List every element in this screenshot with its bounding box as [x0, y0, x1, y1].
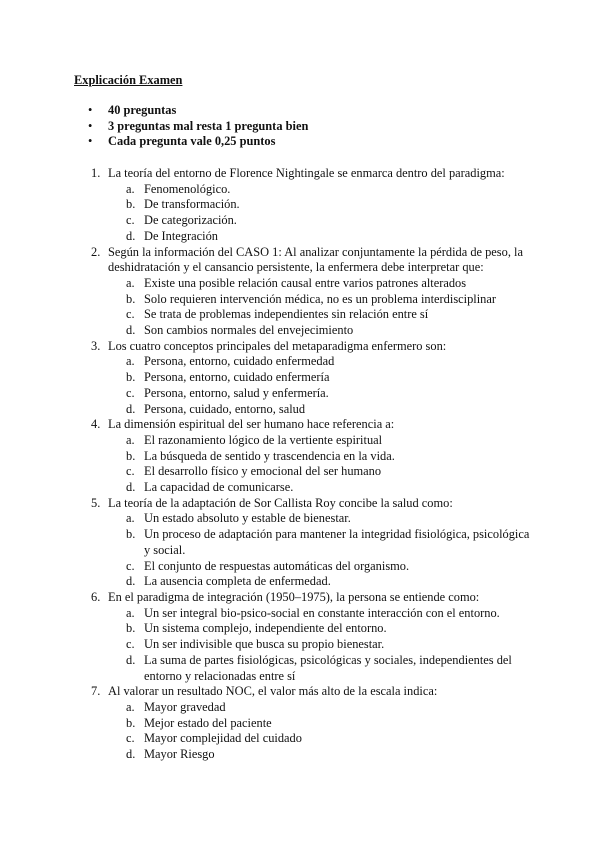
- question-text: En el paradigma de integración (1950–1975), la persona se entiende como:: [108, 589, 480, 604]
- option-list: [74, 182, 534, 245]
- option-letter: a.: [126, 432, 135, 447]
- rule-item: [74, 134, 534, 150]
- option-text: La suma de partes fisiológicas, psicológicas y sociales, independientes del entorno y relacionadas entre sí: [144, 652, 512, 683]
- option-letter: b.: [126, 197, 136, 212]
- option-letter: c.: [126, 637, 135, 652]
- question-text: Al valorar un resultado NOC, el valor más alto de la escala indica:: [108, 684, 438, 699]
- option-item: [74, 700, 534, 716]
- question-number: 6.: [91, 589, 101, 604]
- question-item: [74, 245, 534, 276]
- option-text: La capacidad de comunicarse.: [144, 480, 294, 495]
- option-item: [74, 464, 534, 480]
- question-number: 4.: [91, 417, 101, 432]
- option-letter: d.: [126, 652, 136, 667]
- option-item: [74, 637, 534, 653]
- option-list: [74, 700, 534, 763]
- bullet-icon: •: [88, 103, 93, 117]
- option-text: Fenomenológico.: [144, 181, 231, 196]
- question-item: [74, 417, 534, 433]
- exam-rules-list: [74, 103, 534, 150]
- option-item: [74, 197, 534, 213]
- option-text: Un proceso de adaptación para mantener la integridad fisiológica, psicológica y social.: [144, 527, 530, 557]
- rule-item: [74, 103, 534, 119]
- question-text: La dimensión espiritual del ser humano hace referencia a:: [108, 417, 395, 432]
- question-number: 2.: [91, 244, 101, 259]
- option-letter: c.: [126, 213, 135, 228]
- option-text: De Integración: [144, 228, 218, 243]
- option-letter: b.: [126, 527, 136, 542]
- option-text: Existe una posible relación causal entre varios patrones alterados: [144, 275, 467, 290]
- option-item: [74, 354, 534, 370]
- option-list: [74, 354, 534, 417]
- option-letter: a.: [126, 511, 135, 526]
- question-number: 3.: [91, 338, 101, 353]
- question-list: [74, 166, 534, 763]
- rule-item: [74, 119, 534, 135]
- option-text: Persona, cuidado, entorno, salud: [144, 401, 306, 416]
- option-text: Mayor Riesgo: [144, 747, 215, 762]
- option-text: La ausencia completa de enfermedad.: [144, 574, 331, 589]
- option-letter: b.: [126, 448, 136, 463]
- option-list: [74, 433, 534, 496]
- rule-text: 3 preguntas mal resta 1 pregunta bien: [108, 118, 309, 133]
- rule-text: Cada pregunta vale 0,25 puntos: [108, 134, 276, 149]
- option-letter: d.: [126, 747, 136, 762]
- option-text: Solo requieren intervención médica, no es un problema interdisciplinar: [144, 291, 496, 306]
- option-item: [74, 621, 534, 637]
- option-text: Son cambios normales del envejecimiento: [144, 323, 354, 338]
- rule-text: 40 preguntas: [108, 103, 177, 117]
- option-letter: b.: [126, 715, 136, 730]
- option-text: Mayor gravedad: [144, 699, 226, 714]
- option-text: El conjunto de respuestas automáticas del organismo.: [144, 558, 410, 573]
- option-text: Persona, entorno, cuidado enfermería: [144, 370, 330, 385]
- option-item: [74, 747, 534, 763]
- option-letter: d.: [126, 480, 136, 495]
- option-item: [74, 511, 534, 527]
- option-letter: a.: [126, 181, 135, 196]
- option-letter: c.: [126, 558, 135, 573]
- question-text: La teoría de la adaptación de Sor Callista Roy concibe la salud como:: [108, 495, 453, 510]
- option-item: [74, 449, 534, 465]
- option-letter: d.: [126, 323, 136, 338]
- option-item: [74, 606, 534, 622]
- option-item: [74, 433, 534, 449]
- option-text: Persona, entorno, salud y enfermería.: [144, 385, 329, 400]
- option-text: Un ser integral bio-psico-social en constante interacción con el entorno.: [144, 605, 500, 620]
- option-item: [74, 527, 534, 558]
- option-item: [74, 731, 534, 747]
- option-letter: d.: [126, 228, 136, 243]
- question-text: Según la información del CASO 1: Al analizar conjuntamente la pérdida de peso, la deshidratación y el cansancio persistente, la enfermera debe interpretar que:: [108, 244, 523, 275]
- option-letter: c.: [126, 307, 135, 322]
- question-item: [74, 339, 534, 355]
- option-item: [74, 276, 534, 292]
- option-item: [74, 402, 534, 418]
- option-item: [74, 307, 534, 323]
- option-item: [74, 182, 534, 198]
- question-number: 5.: [91, 495, 101, 510]
- option-item: [74, 559, 534, 575]
- option-text: La búsqueda de sentido y trascendencia en la vida.: [144, 448, 395, 463]
- option-letter: d.: [126, 574, 136, 589]
- option-text: Un estado absoluto y estable de bienestar.: [144, 511, 351, 526]
- question-item: [74, 684, 534, 700]
- option-text: De transformación.: [144, 197, 240, 212]
- question-number: 7.: [91, 684, 101, 699]
- option-list: [74, 276, 534, 339]
- option-text: El razonamiento lógico de la vertiente espiritual: [144, 432, 383, 447]
- option-letter: a.: [126, 275, 135, 290]
- option-item: [74, 370, 534, 386]
- question-item: [74, 496, 534, 512]
- option-list: [74, 606, 534, 685]
- option-letter: b.: [126, 621, 136, 636]
- option-text: El desarrollo físico y emocional del ser humano: [144, 464, 382, 479]
- option-item: [74, 292, 534, 308]
- option-item: [74, 229, 534, 245]
- option-letter: b.: [126, 370, 136, 385]
- option-letter: d.: [126, 401, 136, 416]
- option-letter: a.: [126, 605, 135, 620]
- option-text: Se trata de problemas independientes sin relación entre sí: [144, 307, 429, 322]
- option-letter: b.: [126, 291, 136, 306]
- question-item: [74, 166, 534, 182]
- bullet-icon: •: [88, 118, 93, 133]
- option-letter: c.: [126, 385, 135, 400]
- option-item: [74, 574, 534, 590]
- option-item: [74, 386, 534, 402]
- option-text: Un sistema complejo, independiente del entorno.: [144, 621, 387, 636]
- option-text: Mayor complejidad del cuidado: [144, 731, 302, 746]
- question-text: La teoría del entorno de Florence Nightingale se enmarca dentro del paradigma:: [108, 166, 505, 180]
- option-item: [74, 716, 534, 732]
- option-list: [74, 511, 534, 590]
- option-text: Mejor estado del paciente: [144, 715, 272, 730]
- option-text: Persona, entorno, cuidado enfermedad: [144, 354, 335, 369]
- option-item: [74, 653, 534, 684]
- question-number: 1.: [91, 166, 101, 180]
- option-item: [74, 323, 534, 339]
- option-text: De categorización.: [144, 213, 237, 228]
- option-letter: a.: [126, 354, 135, 369]
- question-item: [74, 590, 534, 606]
- option-letter: c.: [126, 731, 135, 746]
- option-text: Un ser indivisible que busca su propio bienestar.: [144, 637, 385, 652]
- option-item: [74, 213, 534, 229]
- document-title: Explicación Examen: [74, 73, 183, 87]
- question-text: Los cuatro conceptos principales del metaparadigma enfermero son:: [108, 338, 447, 353]
- option-item: [74, 480, 534, 496]
- option-letter: a.: [126, 699, 135, 714]
- option-letter: c.: [126, 464, 135, 479]
- bullet-icon: •: [88, 134, 93, 149]
